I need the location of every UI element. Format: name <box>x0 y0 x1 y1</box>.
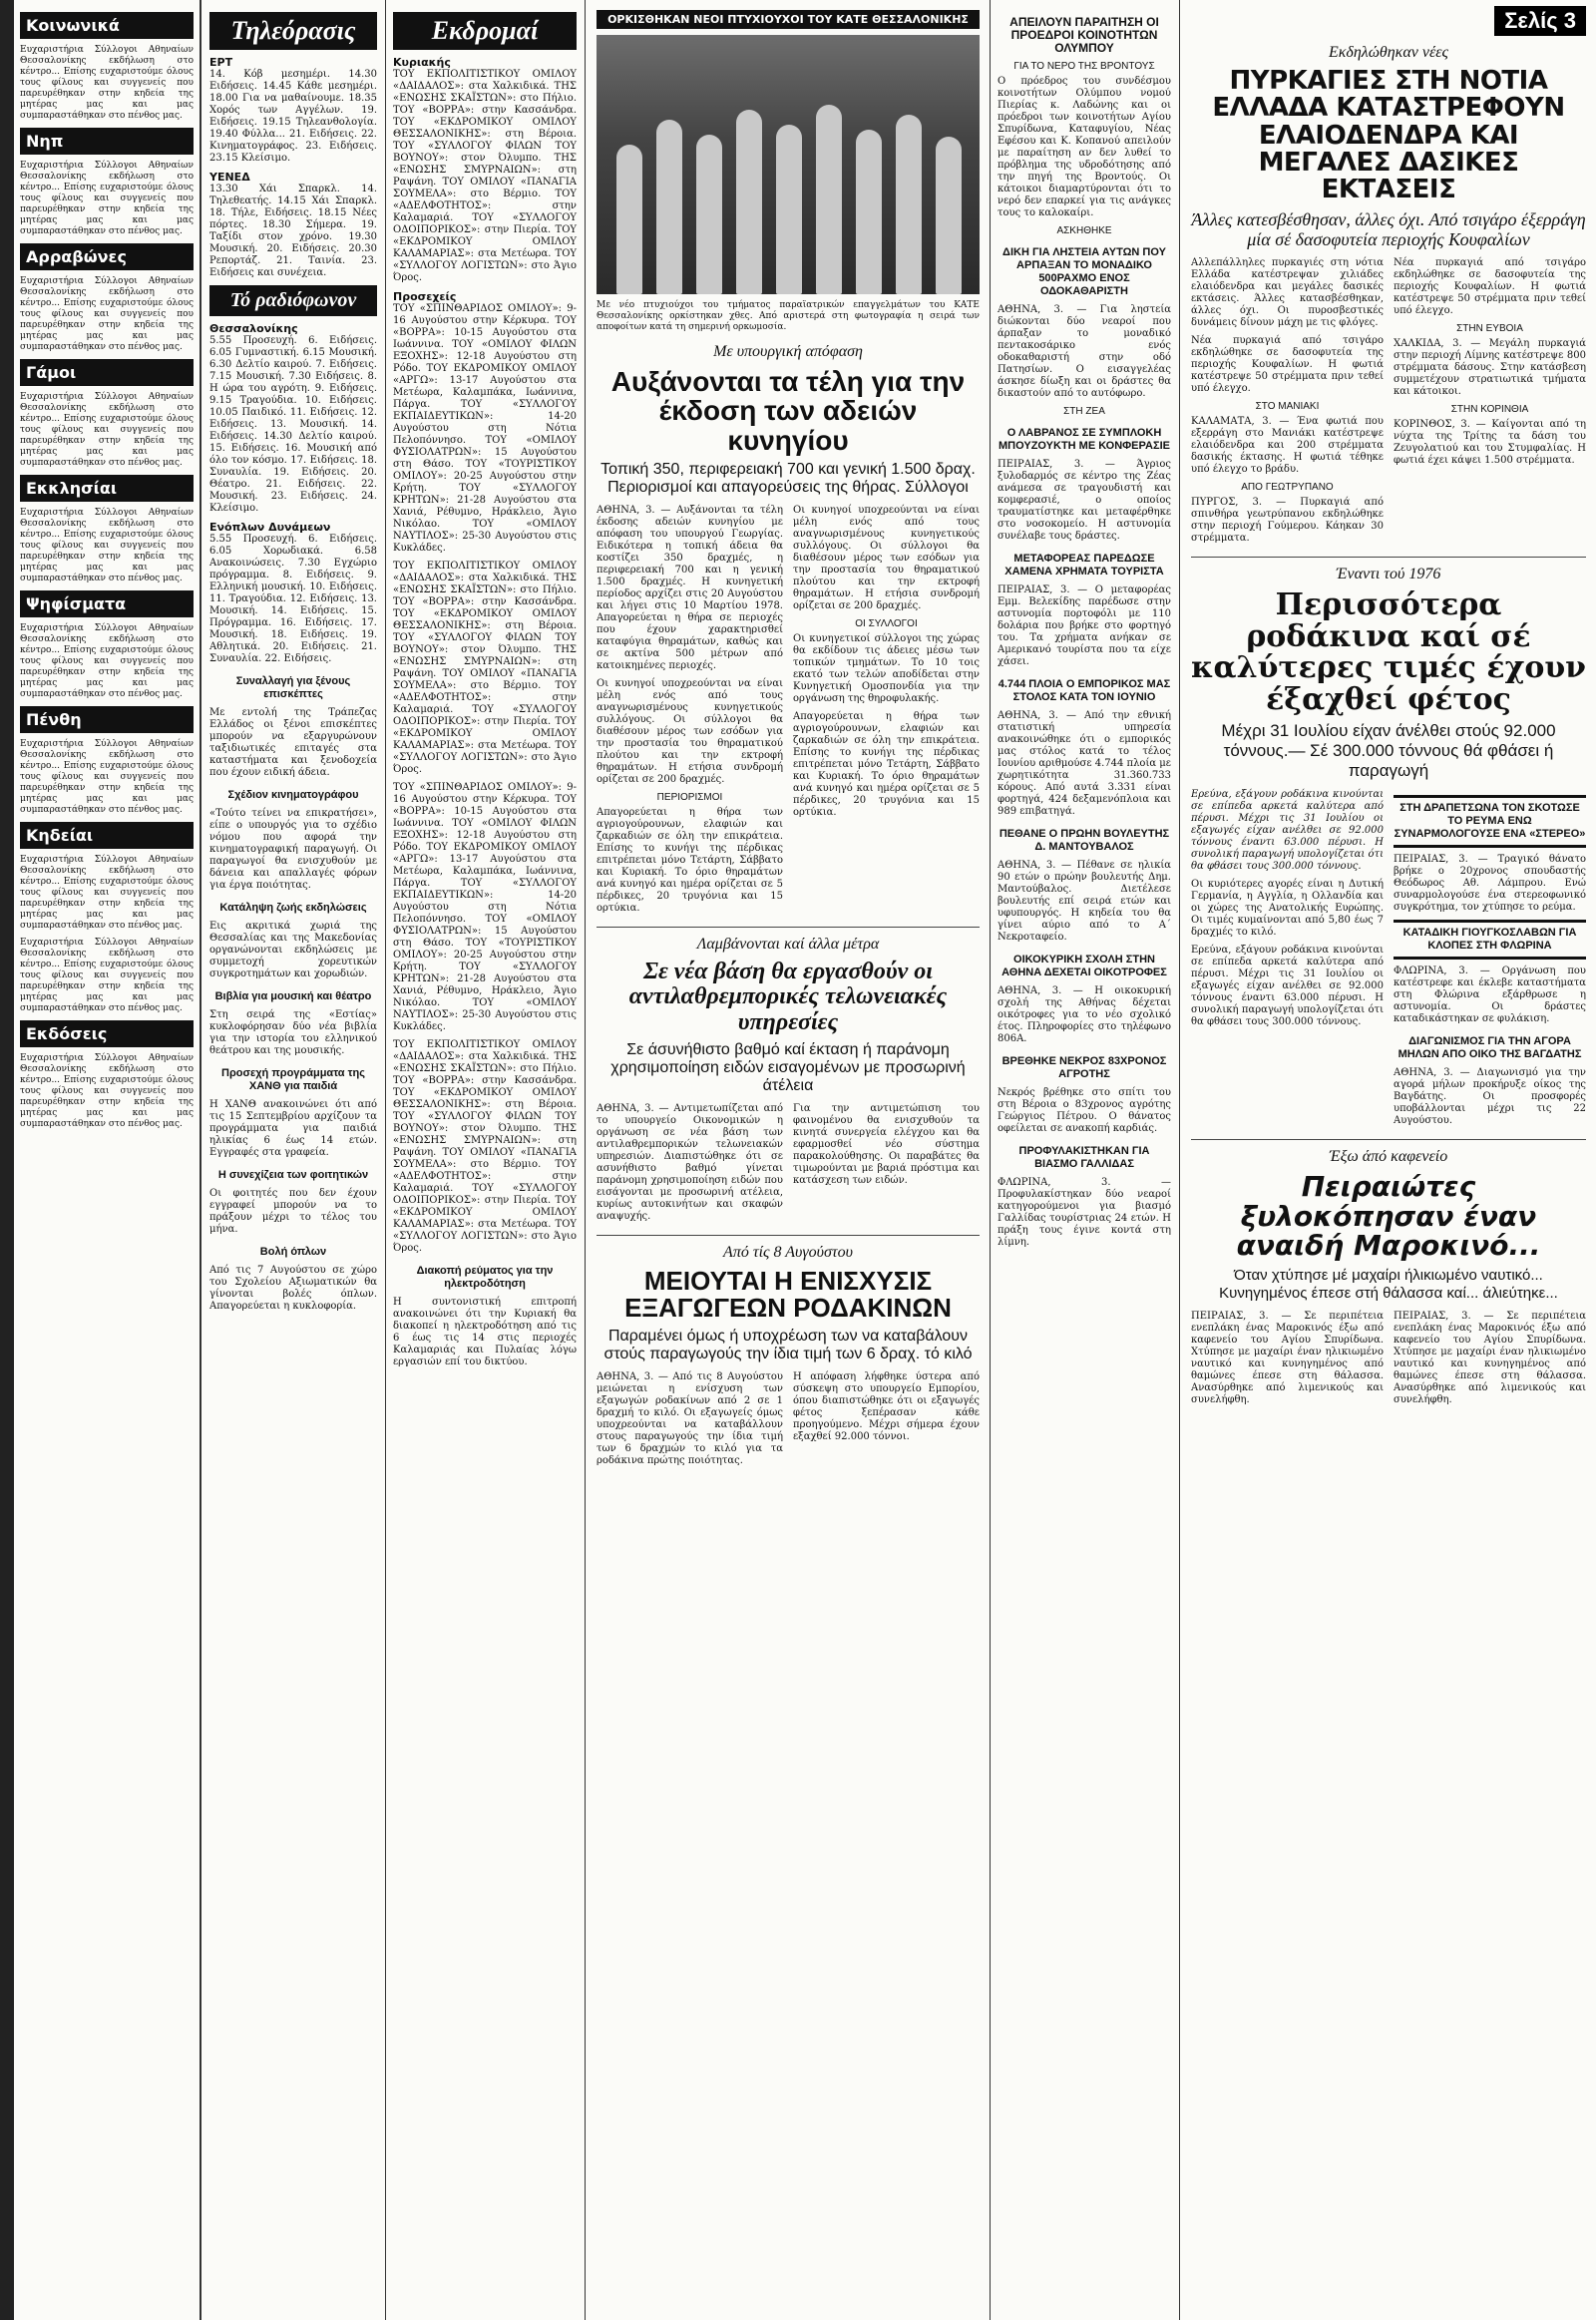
fires-body-1b: Νέα πυρκαγιά από τσιγάρο εκδηλώθηκε σε δασοφυτεία της περιοχής Κουφαλίων. Η φωτιά κατέστρεψε 50 στρέμματα πριν τεθεί υπό έλεγχο. <box>1191 335 1384 395</box>
story-1-sub: ΓΙΑ ΤΟ ΝΕΡΟ ΤΗΣ ΒΡΟΝΤΟΥΣ <box>1013 61 1155 72</box>
hunting-body-1: ΑΘΗΝΑ, 3. — Αυξάνονται τα τέλη έκδοσης αδειών κυνηγίου με απόφαση του υπουργού Γεωργίας. Ειδικότερα η τοπική άδεια θα κοστίζει 350 δραχμές, η περιφερειακή 700 και η γενική 1.500 δραχμές. Η κυνηγετική περίοδος αρχίζει στις 20 Αυγούστου και λήγει στις 10 Μαρτίου 1978. Απαγορεύεται η θήρα σε περιοχές που έχουν χαρακτηρισθεί καταφύγια θηραμάτων, καθώς και σε ακτίνα 500 μέτρων από κατοικημένες περιοχές. <box>597 505 783 672</box>
fires-body-4: ΚΟΡΙΝΘΟΣ, 3. — Καίγονται από τη νύχτα της Τρίτης τα δάση του Ζευγολατιού και του Στυμφαλίας. Η φωτιά έχει κάψει 1.500 στρέμματα. <box>1394 419 1586 467</box>
peach-body-right <box>793 1371 980 1473</box>
center-column <box>589 0 988 2320</box>
customs-headline: Σε νέα βάση θα εργασθούν οι αντιλαθρεμπορικές τελωνειακές υπηρεσίες <box>628 959 948 1035</box>
trips-upcoming-text-2: ΤΟΥ ΕΚΠΟΛΙΤΙΣΤΙΚΟΥ ΟΜΙΛΟΥ «ΔΑΙΔΑΛΟΣ»: στα Χαλκιδικά. ΤΗΣ «ΕΝΩΣΗΣ ΣΚΑΪΣΤΩΝ»: στο Πήλιο. ΤΟΥ «ΒΟΡΡΑ»: στην Κασσάνδρα. ΤΟΥ «ΕΚΔΡΟΜΙΚΟΥ ΟΜΙΛΟΥ ΘΕΣΣΑΛΟΝΙΚΗΣ»: στη Βέροια. ΤΟΥ «ΣΥΛΛΟΓΟΥ ΦΙΛΩΝ ΤΟΥ ΒΟΥΝΟΥ»: στον Όλυμπο. ΤΗΣ «ΕΝΩΣΗΣ ΣΜΥΡΝΑΙΩΝ»: στη Ραψάνη. ΤΟΥ ΟΜΙΛΟΥ «ΠΑΝΑΓΙΑ ΣΟΥΜΕΛΑ»: στο Βέρμιο. ΤΟΥ «ΑΔΕΛΦΟΤΗΤΟΣ»: στην Καλαμαριά. ΤΟΥ «ΣΥΛΛΟΓΟΥ ΟΔΟΙΠΟΡΙΚΟΣ»: στην Πιερία. ΤΟΥ «ΕΚΔΡΟΜΙΚΟΥ ΟΜΙΛΟΥ ΚΑΛΑΜΑΡΙΑΣ»: στα Μετέωρα. ΤΟΥ «ΣΥΛΛΟΓΟΥ ΛΟΓΙΣΤΩΝ»: στο Άγιο Όρος. <box>393 561 577 775</box>
radio-thess-text: 5.55 Προσευχή. 6. Ειδήσεις. 6.05 Γυμναστική. 6.15 Μουσική. 6.30 Δελτίο καιρού. 7. Ειδήσεις. 7.15 Μουσική. 7.30 Ειδήσεις. 8. Η ώρα του αγρότη. 9. Ειδήσεις. 9.15 Τραγούδια. 10. Ειδήσεις. 10.05 Παιδικό. 11. Ειδήσεις. 12. Ειδήσεις. 13. Μουσική. 14. Ειδήσεις. 14.30 Δελτίο καιρού. 15. Ειδήσεις. 16. Μουσική από όλο τον κόσμο. 17. Ειδήσεις. 18. Συναυλία. 19. Ειδήσεις. 20. Θέατρο. 21. Ειδήσεις. 22. Μουσική. 23. Ειδήσεις. 24. Κλείσιμο. <box>209 335 377 514</box>
right-column <box>1181 0 1596 2320</box>
left-text-7: Ευχαριστήρια Σύλλογοι Αθηναίων Θεσσαλονίκης εκδήλωση στο κέντρο... Επίσης ευχαριστούμε όλους τους φίλους και συγγενείς που παρευρέθηκαν στην κηδεία της μητέρας μας και μας συμπαραστάθηκαν στο πένθος μας. <box>20 739 194 815</box>
ert-label: ΕΡΤ <box>209 56 233 69</box>
trips-notice-text: Η συντονιστική επιτροπή ανακοινώνει ότι την Κυριακή θα διακοπεί η ηλεκτροδότηση από τις 6 έως τις 14 στις περιοχές Καλαμαριάς και Πυλαίας λόγω εργασιών επί του δικτύου. <box>393 1297 577 1367</box>
hunting-sub-2: ΟΙ ΣΥΛΛΟΓΟΙ <box>855 618 918 630</box>
photo-figure <box>776 125 802 294</box>
peach-deck: Παραμένει όμως ή υποχρέωση των να καταβάλουν στούς παραγωγούς την ίδια τιμή των 6 δραχ. τό κιλό <box>603 1328 973 1363</box>
page-number-logo: Σελίς 3 <box>1494 6 1586 36</box>
photo-figure <box>736 110 762 294</box>
trips-column <box>387 0 583 2320</box>
column-rule <box>200 0 201 2320</box>
left-text-6: Ευχαριστήρια Σύλλογοι Αθηναίων Θεσσαλονίκης εκδήλωση στο κέντρο... Επίσης ευχαριστούμε όλους τους φίλους και συγγενείς που παρευρέθηκαν στην κηδεία της μητέρας μας και μας συμπαραστάθηκαν στο πένθος μας. <box>20 623 194 699</box>
hunting-sub-1: ΠΕΡΙΟΡΙΣΜΟΙ <box>656 792 723 804</box>
tv-more-4-label: Προσεχή προγράμματα της ΧΑΝΘ για παιδιά <box>221 1067 365 1092</box>
column-rule <box>385 0 386 2320</box>
peaches-body-3: Ερεύνα, εξάγουν ροδάκινα κινούνται σε επίπεδα αρκετά καλύτερα από πέρυσι. Μέχρι τις 31 Ιουλίου οι εξαγωγές είχαν ανέλθει σε 92.000 τόννους έναντι 63.000 πέρυσι. Η συνολική παραγωγή υπολογίζεται ότι θα φθάσει τους 300.000 τόννους. <box>1191 945 1384 1028</box>
peach-body <box>597 1371 980 1473</box>
fires-body-left <box>1191 257 1384 551</box>
left-text-3: Ευχαριστήρια Σύλλογοι Αθηναίων Θεσσαλονίκης εκδήλωση στο κέντρο... Επίσης ευχαριστούμε όλους τους φίλους και συγγενείς που παρευρέθηκαν στην κηδεία της μητέρας μας και μας συμπαραστάθηκαν στο πένθος μας. <box>20 276 194 352</box>
yened-text: 13.30 Χάι Σπαρκλ. 14. Τηλεθεατής. 14.15 Χάι Σπαρκλ. 18. Τήλε, Ειδήσεις. 18.15 Νέες πόρτες. 18.30 Σήμερα. 19. Ταξίδι στον χρόνο. 19.30 Μουσική. 20. Ειδήσεις. 20.30 Ρεπορτάζ. 21. Ταινία. 23. Ειδήσεις και συνέχεια. <box>209 184 377 278</box>
moroccan-deck: Όταν χτύπησε μέ μαχαίρι ήλικιωμένο ναυτικό... Κυνηγημένος έπεσε στή θάλασσα καί... άλιεύτηκε... <box>1219 1266 1558 1302</box>
fires-sub-b: ΣΤΟ ΜΑΝΙΑΚΙ <box>1255 401 1320 413</box>
customs-deck: Σε άσυνήθιστο βαθμό καί έκταση ή παράνομη χρησιμοποίηση ειδών εισαγομένων με προσωρινή άτέλεια <box>610 1040 966 1094</box>
tv-more-0-text: Με εντολή της Τράπεζας Ελλάδος οι ξένοι επισκέπτες μπορούν να εξαργυρώνουν ταξιδιωτικές επιταγές στα καταστήματα και ξενοδοχεία που έχουν ειδική άδεια. <box>209 707 377 778</box>
peaches-deck: Μέχρι 31 Ιουλίου είχαν άνέλθει στούς 92.000 τόννους.— Σέ 300.000 τόννους θά φθάσει ή παραγωγή <box>1221 721 1556 781</box>
radio-thess-label: Θεσσαλονίκης <box>209 322 298 335</box>
label-churches: Εκκλησίαι <box>20 475 194 502</box>
story-3-label: ΣΤΗ ΖΕΑ <box>1063 406 1105 417</box>
peach-body-left <box>597 1371 783 1473</box>
label-social: Κοινωνικά <box>20 12 194 39</box>
hunting-deck: Τοπική 350, περιφερειακή 700 και γενική 1.500 δραχ. Περιορισμοί και απαγορεύσεις της θήρας. Σύλλογοι <box>600 461 976 497</box>
left-edge-column <box>14 0 200 2320</box>
side-2-text: ΦΛΩΡΙΝΑ, 3. — Οργάνωση που κατέστρεφε και έκλεβε καταστήματα στη Φλώρινα εξάρθρωσε η αστυνομία. Οι δράστες καταδικάστηκαν σε φυλάκιση. <box>1394 966 1586 1025</box>
tv-more-3-label: Βιβλία για μουσική και θέατρο <box>214 990 372 1002</box>
hunting-kicker: Με υπουργική απόφαση <box>713 343 863 360</box>
hunting-body-4: Οι κυνηγετικοί σύλλογοι της χώρας θα εκδίδουν τις άδειες μέσω των τοπικών τμημάτων. Το 10 τοις εκατό των τελών αποδίδεται στην Κυνηγετική Ομοσπονδία για την οργάνωση της θηροφυλακής. <box>793 633 980 705</box>
side-3-head: ΔΙΑΓΩΝΙΣΜΟΣ ΓΙΑ ΤΗΝ ΑΓΟΡΑ ΜΗΛΩΝ ΑΠΟ ΟΙΚΟ ΤΗΣ ΒΑΓΔΑΤΗΣ <box>1397 1035 1582 1061</box>
left-text-2: Ευχαριστήρια Σύλλογοι Αθηναίων Θεσσαλονίκης εκδήλωση στο κέντρο... Επίσης ευχαριστούμε όλους τους φίλους και συγγενείς που παρευρέθηκαν στην κηδεία της μητέρας μας και μας συμπαραστάθηκαν στο πένθος μας. <box>20 161 194 236</box>
divider <box>1191 557 1586 558</box>
tv-more-6-label: Βολή όπλων <box>259 1246 327 1258</box>
moroccan-body-2: ΠΕΙΡΑΙΑΣ, 3. — Σε περιπέτεια ενεπλάκη ένας Μαροκινός έξω από καφενείο του Αγίου Σπυρίδωνα. Χτύπησε με μαχαίρι έναν ηλικιωμένο ναυτικό και κυνηγημένος από θαμώνες έπεσε στη θάλασσα. Ανασύρθηκε από λιμενικούς και συνελήφθη. <box>1394 1310 1586 1405</box>
trips-sunday-label: Κυριακής <box>393 56 451 69</box>
photo-figure <box>896 115 922 294</box>
trips-upcoming-text-3: ΤΟΥ «ΣΠΙΝΘΑΡΙΔΟΣ ΟΜΙΛΟΥ»: 9-16 Αυγούστου στην Κέρκυρα. ΤΟΥ «ΒΟΡΡΑ»: 10-15 Αυγούστου στα Ιωάννινα. ΤΟΥ «ΟΜΙΛΟΥ ΦΙΛΩΝ ΕΞΟΧΗΣ»: 12-18 Αυγούστου στη Ρόδο. ΤΟΥ ΕΚΔΡΟΜΙΚΟΥ ΟΜΙΛΟΥ «ΑΡΓΩ»: 13-17 Αυγούστου στα Μετέωρα, Καλαμπάκα, Ιωάννινα, Πάργα. ΤΟΥ «ΣΥΛΛΟΓΟΥ ΕΚΠΑΙΔΕΥΤΙΚΩΝ»: 14-20 Αυγούστου στη Νότια Πελοπόννησο. ΤΟΥ «ΟΜΙΛΟΥ ΦΥΣΙΟΛΑΤΡΩΝ»: 15 Αυγούστου στη Θάσο. ΤΟΥ «ΤΟΥΡΙΣΤΙΚΟΥ ΟΜΙΛΟΥ»: 20-25 Αυγούστου στην Κρήτη. ΤΟΥ «ΣΥΛΛΟΓΟΥ ΚΡΗΤΩΝ»: 21-28 Αυγούστου στα Χανιά, Ρέθυμνο, Ηράκλειο, Άγιο Νικόλαο. ΤΟΥ «ΟΜΙΛΟΥ ΝΑΥΤΙΛΟΣ»: 25-30 Αυγούστου στις Κυκλάδες. <box>393 782 577 1032</box>
label-nip: Νηπ <box>20 128 194 155</box>
label-funerals: Κηδείαι <box>20 822 194 849</box>
tv-more-3-text: Στη σειρά της «Εστίας» κυκλοφόρησαν δύο νέα βιβλία για την ιστορία του ελληνικού θεάτρου και της μουσικής. <box>209 1009 377 1056</box>
divider <box>597 927 980 928</box>
peach-kicker: Από τίς 8 Αυγούστου <box>723 1243 853 1261</box>
customs-body-2: Για την αντιμετώπιση του φαινομένου θα ενισχυθούν τα κινητά συνεργεία ελέγχου και θα εφαρμοσθεί νέο σύστημα παρακολούθησης. Οι παραβάτες θα τιμωρούνται με βαριά πρόστιμα και κατάσχεση των ειδών. <box>793 1102 980 1186</box>
hunting-body-left <box>597 505 783 921</box>
tv-more-5-text: Οι φοιτητές που δεν έχουν εγγραφεί μπορούν να το πράξουν μέχρι το τέλος του μήνα. <box>209 1188 377 1235</box>
story-9-head: ΠΡΟΦΥΛΑΚΙΣΤΗΚΑΝ ΓΙΑ ΒΙΑΣΜΟ ΓΑΛΛΙΔΑΣ <box>1018 1145 1150 1170</box>
side-1-head: ΣΤΗ ΔΡΑΠΕΤΣΩΝΑ ΤΟΝ ΣΚΟΤΩΣΕ ΤΟ ΡΕΥΜΑ ΕΝΩ ΣΥΝΑΡΜΟΛΟΓΟΥΣΕ ΕΝΑ «ΣΤΕΡΕΟ» <box>1394 795 1586 848</box>
fires-body-3: ΚΑΛΑΜΑΤΑ, 3. — Ένα φωτιά που εξερράγη στο Μανιάκι κατέστρεψε ελαιόδενδρα και 200 στρέμματα δασικής έκτασης. Η φωτιά τέθηκε υπό έλεγχο το βράδυ. <box>1191 416 1384 476</box>
column-rule <box>1179 0 1180 2320</box>
tv-more-1-text: «Τούτο τείνει να επικρατήσει», είπε ο υπουργός για το σχέδιο νόμου που αφορά την κινηματογραφική παραγωγή. Οι παραγωγοί θα ενισχυθούν με δάνεια και απαλλαγές φόρων για έργα ποιότητας. <box>209 808 377 891</box>
story-8-head: ΒΡΕΘΗΚΕ ΝΕΚΡΟΣ 83ΧΡΟΝΟΣ ΑΓΡΟΤΗΣ <box>1001 1055 1167 1080</box>
peaches-body <box>1191 789 1586 1133</box>
photo-header: ΟΡΚΙΣΘΗΚΑΝ ΝΕΟΙ ΠΤΥΧΙΟΥΧΟΙ ΤΟΥ ΚΑΤΕ ΘΕΣΣΑΛΟΝΙΚΗΣ <box>597 10 980 29</box>
left-text-4: Ευχαριστήρια Σύλλογοι Αθηναίων Θεσσαλονίκης εκδήλωση στο κέντρο... Επίσης ευχαριστούμε όλους τους φίλους και συγγενείς που παρευρέθηκαν στην κηδεία της μητέρας μας και μας συμπαραστάθηκαν στο πένθος μας. <box>20 392 194 468</box>
label-engagements: Αρραβώνες <box>20 243 194 270</box>
column-rule <box>990 0 991 2320</box>
story-7-text: ΑΘΗΝΑ, 3. — Η οικοκυρική σχολή της Αθήνας δέχεται οικότροφες για το νέο σχολικό έτος. Πληροφορίες στο τηλέφωνο 806Α. <box>998 985 1171 1044</box>
graduates-photo <box>597 35 980 294</box>
trips-upcoming-text: ΤΟΥ «ΣΠΙΝΘΑΡΙΔΟΣ ΟΜΙΛΟΥ»: 9-16 Αυγούστου στην Κέρκυρα. ΤΟΥ «ΒΟΡΡΑ»: 10-15 Αυγούστου στα Ιωάννινα. ΤΟΥ «ΟΜΙΛΟΥ ΦΙΛΩΝ ΕΞΟΧΗΣ»: 12-18 Αυγούστου στη Ρόδο. ΤΟΥ ΕΚΔΡΟΜΙΚΟΥ ΟΜΙΛΟΥ «ΑΡΓΩ»: 13-17 Αυγούστου στα Μετέωρα, Καλαμπάκα, Ιωάννινα, Πάργα. ΤΟΥ «ΣΥΛΛΟΓΟΥ ΕΚΠΑΙΔΕΥΤΙΚΩΝ»: 14-20 Αυγούστου στη Νότια Πελοπόννησο. ΤΟΥ «ΟΜΙΛΟΥ ΦΥΣΙΟΛΑΤΡΩΝ»: 15 Αυγούστου στη Θάσο. ΤΟΥ «ΤΟΥΡΙΣΤΙΚΟΥ ΟΜΙΛΟΥ»: 20-25 Αυγούστου στην Κρήτη. ΤΟΥ «ΣΥΛΛΟΓΟΥ ΚΡΗΤΩΝ»: 21-28 Αυγούστου στα Χανιά, Ρέθυμνο, Ηράκλειο, Άγιο Νικόλαο. ΤΟΥ «ΟΜΙΛΟΥ ΝΑΥΤΙΛΟΣ»: 25-30 Αυγούστου στις Κυκλάδες. <box>393 303 577 554</box>
story-2-text: ΑΘΗΝΑ, 3. — Για ληστεία διώκονται δύο νεαροί που άρπαξαν το μοναδικό πεντακοσάρικο ενός οδοκαθαριστή στην οδό Πατησίων. Ο εισαγγελέας άσκησε δίωξη και οι δράστες θα δικαστούν από το αυτόφωρο. <box>998 304 1171 399</box>
tv-column <box>203 0 383 2320</box>
moroccan-headline: Πειραιώτες ξυλοκόπησαν έναν αναιδή Μαροκινό... <box>1236 1170 1541 1263</box>
story-7-head: ΟΙΚΟΚΥΡΙΚΗ ΣΧΟΛΗ ΣΤΗΝ ΑΘΗΝΑ ΔΕΧΕΤΑΙ ΟΙΚΟΤΡΟΦΕΣ <box>1001 954 1167 978</box>
photo-figure <box>696 135 722 294</box>
tv-more-1-label: Σχέδιον κινηματογράφου <box>227 789 359 801</box>
fires-sub-d: ΑΠΟ ΓΕΩΤΡΥΠΑΝΟ <box>1241 482 1334 494</box>
story-6-head: ΠΕΘΑΝΕ Ο ΠΡΩΗΝ ΒΟΥΛΕΥΤΗΣ Δ. ΜΑΝΤΟΥΒΑΛΟΣ <box>998 828 1170 853</box>
hunting-body-3: Απαγορεύεται η θήρα των αγριογούρουνων, ελαφιών και ζαρκαδιών σε όλη την επικράτεια. Επίσης το κυνήγι της πέρδικας επιτρέπεται μόνο Τετάρτη, Σάββατο και Κυριακή. Το όριο θηραμάτων ανά κυνηγό και ημέρα ορίζεται σε 5 πέρδικες, 20 τρυγόνια και 15 ορτύκια. <box>597 807 783 915</box>
moroccan-kicker: Έξω άπό καφενείο <box>1329 1148 1448 1166</box>
customs-body <box>597 1103 980 1229</box>
peaches-body-2: Οι κυριότερες αγορές είναι η Δυτική Γερμανία, η Αγγλία, η Ολλανδία και οι χώρες της Ανατολικής Ευρώπης. Οι τιμές κυμαίνονται από 5,80 έως 7 δραχμές το κιλό. <box>1191 879 1384 939</box>
hunting-body-right <box>793 505 980 921</box>
tv-more-2-label: Κατάληψη ζωής εκδηλώσεις <box>219 902 367 914</box>
tv-title: Τηλεόρασις <box>230 16 356 45</box>
fires-body-2: ΧΑΛΚΙΔΑ, 3. — Μεγάλη πυρκαγιά στην περιοχή Λίμνης κατέστρεψε 800 στρέμματα δάσους. Στην κατάσβεση συμμετέχουν στρατιωτικά τμήματα και κάτοικοι. <box>1394 338 1586 398</box>
customs-kicker: Λαμβάνονται καί άλλα μέτρα <box>696 936 880 954</box>
photo-figure <box>856 130 882 294</box>
fires-sub-a: ΣΤΗΝ ΕΥΒΟΙΑ <box>1456 323 1523 335</box>
side-3-text: ΑΘΗΝΑ, 3. — Διαγωνισμό για την αγορά μήλων προκήρυξε οίκος της Βαγδάτης. Οι προσφορές υποβάλλονται μέχρι τις 22 Αυγούστου. <box>1394 1067 1586 1127</box>
hunting-body-1b: Οι κυνηγοί υποχρεούνται να είναι μέλη ενός από τους αναγνωρισμένους κυνηγετικούς συλλόγους. Οι σύλλογοι θα διαθέσουν μέρος των εσόδων για την προστασία του θηραματικού πλούτου και την εκτροφή θηραμάτων. Η ετήσια συνδρομή ορίζεται σε 200 δραχμές. <box>793 505 980 612</box>
trips-header <box>393 12 577 50</box>
radio-title: Τό ραδιόφωνον <box>229 289 357 311</box>
binding-edge <box>0 0 14 2320</box>
peaches-body-left <box>1191 789 1384 1133</box>
divider <box>1191 1139 1586 1140</box>
radio-header <box>209 285 377 316</box>
story-4-head: ΜΕΤΑΦΟΡΕΑΣ ΠΑΡΕΔΩΣΕ ΧΑΜΕΝΑ ΧΡΗΜΑΤΑ ΤΟΥΡΙΣΤΑ <box>1004 553 1164 578</box>
tv-header <box>209 12 377 50</box>
tv-more-6-text: Από τις 7 Αυγούστου σε χώρο του Σχολείου Αξιωματικών θα γίνονται βολές όπλων. Απαγορεύεται η κυκλοφορία. <box>209 1265 377 1312</box>
story-2-label: ΑΣΚΗΘΗΚΕ <box>1056 225 1112 236</box>
peaches-kicker: Έναντι τού 1976 <box>1336 566 1441 583</box>
fires-body-1a: Αλλεπάλληλες πυρκαγιές στη νότια Ελλάδα κατέστρεψαν χιλιάδες ελαιόδενδρα και μεγάλες δασικές εκτάσεις. Άλλες κατασβέσθηκαν, άλλες όχι. Οι πυροσβεστικές δυνάμεις δίνουν μάχη με τις φλόγες. <box>1191 257 1384 329</box>
trips-notice-label: Διακοπή ρεύματος για την ηλεκτροδότηση <box>416 1265 554 1290</box>
tv-more-4-text: Η ΧΑΝΘ ανακοινώνει ότι από τις 15 Σεπτεμβρίου αρχίζουν τα προγράμματα για παιδιά ηλικίας 6 έως 14 ετών. Εγγραφές στα γραφεία. <box>209 1099 377 1158</box>
left-text-5: Ευχαριστήρια Σύλλογοι Αθηναίων Θεσσαλονίκης εκδήλωση στο κέντρο... Επίσης ευχαριστούμε όλους τους φίλους και συγγενείς που παρευρέθηκαν στην κηδεία της μητέρας μας και μας συμπαραστάθηκαν στο πένθος μας. <box>20 508 194 583</box>
peaches-sidebar <box>1394 789 1586 1133</box>
trips-title: Εκδρομαί <box>431 16 539 45</box>
customs-body-right <box>793 1103 980 1229</box>
peach-body-2: Η απόφαση λήφθηκε ύστερα από σύσκεψη στο υπουργείο Εμπορίου, όπου διαπιστώθηκε ότι οι εξαγωγές φέτος ξεπέρασαν κάθε προηγούμενο. Μέχρι σήμερα έχουν εξαχθεί 92.000 τόννοι. <box>793 1371 980 1443</box>
fires-body-1b-r: Νέα πυρκαγιά από τσιγάρο εκδηλώθηκε σε δασοφυτεία της περιοχής Κουφαλίων. Η φωτιά κατέστρεψε 50 στρέμματα πριν τεθεί υπό έλεγχο. <box>1394 257 1586 317</box>
photo-figure <box>616 145 642 294</box>
story-1-head: ΑΠΕΙΛΟΥΝ ΠΑΡΑΙΤΗΣΗ ΟΙ ΠΡΟΕΔΡΟΙ ΚΟΙΝΟΤΗΤΩΝ ΟΛΥΜΠΟΥ <box>1009 15 1159 55</box>
hunting-body-2: Οι κυνηγοί υποχρεούνται να είναι μέλη ενός από τους αναγνωρισμένους κυνηγετικούς συλλόγους. Οι σύλλογοι θα διαθέσουν μέρος των εσόδων για την προστασία του θηραματικού πλούτου και την εκτροφή θηραμάτων. Η ετήσια συνδρομή ορίζεται σε 200 δραχμές. <box>597 678 783 786</box>
customs-body-1: ΑΘΗΝΑ, 3. — Αντιμετωπίζεται από το υπουργείο Οικονομικών η οργάνωση σε νέα βάση των αντιλαθρεμπορικών τελωνειακών υπηρεσιών. Διαπιστώθηκε ότι σε ασυνήθιστο βαθμό γίνεται παράνομη χρησιμοποίηση ειδών που εισάγονται με προσωρινή ατέλεια, κυρίως αυτοκινήτων και σκαφών αναψυχής. <box>597 1102 783 1222</box>
side-2-head: ΚΑΤΑΔΙΚΗ ΓΙΟΥΓΚΟΣΛΑΒΩΝ ΓΙΑ ΚΛΟΠΕΣ ΣΤΗ ΦΛΩΡΙΝΑ <box>1394 920 1586 960</box>
left-text-9: Ευχαριστήρια Σύλλογοι Αθηναίων Θεσσαλονίκης εκδήλωση στο κέντρο... Επίσης ευχαριστούμε όλους τους φίλους και συγγενείς που παρευρέθηκαν στην κηδεία της μητέρας μας και μας συμπαραστάθηκαν στο πένθος μας. <box>20 938 194 1013</box>
label-publications: Εκδόσεις <box>20 1020 194 1047</box>
photo-figure <box>816 105 842 294</box>
story-6-text: ΑΘΗΝΑ, 3. — Πέθανε σε ηλικία 90 ετών ο πρώην βουλευτής Δημ. Μαντούβαλος. Διετέλεσε βουλευτής επί σειρά ετών και υφυπουργός. Η κηδεία του θα γίνει αύριο από το Α΄ Νεκροταφείο. <box>998 860 1171 943</box>
story-2-head: ΔΙΚΗ ΓΙΑ ΛΗΣΤΕΙΑ ΑΥΤΩΝ ΠΟΥ ΑΡΠΑΞΑΝ ΤΟ ΜΟΝΑΔΙΚΟ 500ΡΑΧΜΟ ΕΝΟΣ ΟΔΟΚΑΘΑΡΙΣΤΗ <box>1002 246 1166 297</box>
hunting-headline: Αυξάνονται τα τέλη για την έκδοση των αδειών κυνηγίου <box>610 366 966 456</box>
peach-body-1: ΑΘΗΝΑ, 3. — Από τις 8 Αυγούστου μειώνεται η ενίσχυση των εξαγωγών ροδακίνων από 2 σε 1 δραχμή το κιλό. Οι εξαγωγείς όμως υποχρεούνται να καταβάλλουν στους παραγωγούς την ίδια τιμή των 6 δραχμών το κιλό για τα ροδάκινα πρώτης ποιότητας. <box>597 1371 783 1467</box>
radio-armed-text: 5.55 Προσευχή. 6. Ειδήσεις. 6.05 Χορωδιακά. 6.58 Ανακοινώσεις. 7.30 Εγχώριο πρόγραμμα. 8. Ειδήσεις. 9. Ελληνική μουσική. 10. Ειδήσεις. 11. Τραγούδια. 12. Ειδήσεις. 13. Μουσική. 14. Ειδήσεις. 15. Πρόγραμμα. 16. Ειδήσεις. 17. Μουσική. 18. Ειδήσεις. 19. Αθλητικά. 20. Ειδήσεις. 21. Συναυλία. 22. Ειδήσεις. <box>209 534 377 664</box>
hunting-body <box>597 505 980 921</box>
peach-headline: ΜΕΙΟΥΤΑΙ Η ΕΝΙΣΧΥΣΙΣ ΕΞΑΓΩΓΕΩΝ ΡΟΔΑΚΙΝΩΝ <box>624 1265 952 1324</box>
story-9-text: ΦΛΩΡΙΝΑ, 3. — Προφυλακίστηκαν δύο νεαροί κατηγορούμενοι για βιασμό Γαλλίδας τουρίστριας 24 ετών. Η πράξη τους έγινε κοντά στη λίμνη. <box>998 1177 1171 1248</box>
label-resolutions: Ψηφίσματα <box>20 590 194 617</box>
customs-body-left <box>597 1103 783 1229</box>
trips-upcoming-label: Προσεχείς <box>393 290 457 303</box>
story-8-text: Νεκρός βρέθηκε στο σπίτι του στη Βέροια ο 83χρονος αγρότης Γεώργιος Πέτρου. Ο θάνατος οφείλεται σε ανακοπή καρδιάς. <box>998 1087 1171 1134</box>
peaches-headline: Περισσότερα ροδάκινα καί σέ καλύτερες τιμές έχουν έξαχθεί φέτος <box>1191 587 1586 717</box>
side-1-text: ΠΕΙΡΑΙΑΣ, 3. — Τραγικό θάνατο βρήκε ο 20χρονος σπουδαστής Θεόδωρος Αθ. Λάμπρου. Ενώ συναρμολογούσε ένα στερεοφωνικό συγκρότημα, τον χτύπησε το ρεύμα. <box>1394 854 1586 914</box>
story-5-head: 4.744 ΠΛΟΙΑ Ο ΕΜΠΟΡΙΚΟΣ ΜΑΣ ΣΤΟΛΟΣ ΚΑΤΑ ΤΟΝ ΙΟΥΝΙΟ <box>998 678 1171 703</box>
photo-figure <box>656 120 682 294</box>
moroccan-body <box>1191 1311 1586 1412</box>
tv-more-5-label: Η συνεχίζεια των φοιτητικών <box>217 1169 369 1181</box>
story-1-text: Ο πρόεδρος του συνδέσμου κοινοτήτων Ολύμπου νομού Πιερίας κ. Λαδώνης και οι πρόεδροι των κοινοτήτων Αγίου Σπυρίδωνα, Καταφυγίου, Νέας Εφέσου και Κ. Κοπανού απειλούν με παραίτηση αν δεν λυθεί το πρόβλημα της υδροδότησης από την πηγή της Βροντούς. Οι κάτοικοι διαμαρτύρονται ότι το νερό δεν επαρκεί για τις ανάγκες τους το καλοκαίρι. <box>998 76 1171 218</box>
yened-label: ΥΕΝΕΔ <box>209 171 250 184</box>
hunting-body-4b: Απαγορεύεται η θήρα των αγριογούρουνων, ελαφιών και ζαρκαδιών σε όλη την επικράτεια. Επίσης το κυνήγι της πέρδικας επιτρέπεται μόνο Τετάρτη, Σάββατο και Κυριακή. Το όριο θηραμάτων ανά κυνηγό και ημέρα ορίζεται σε 5 πέρδικες, 20 τρυγόνια και 15 ορτύκια. <box>793 711 980 819</box>
radio-armed-label: Ενόπλων Δυνάμεων <box>209 521 331 534</box>
story-4-text: ΠΕΙΡΑΙΑΣ, 3. — Ο μεταφορέας Εμμ. Βελεκίδης παρέδωσε στην αστυνομία πορτοφόλι με 110 δολάρια που βρήκε στο φορτηγό του. Τα χρήματα ανήκαν σε Αμερικανό τουρίστα που τα είχε χάσει. <box>998 584 1171 667</box>
left-text-10: Ευχαριστήρια Σύλλογοι Αθηναίων Θεσσαλονίκης εκδήλωση στο κέντρο... Επίσης ευχαριστούμε όλους τους φίλους και συγγενείς που παρευρέθηκαν στην κηδεία της μητέρας μας και μας συμπαραστάθηκαν στο πένθος μας. <box>20 1053 194 1129</box>
story-3-head: Ο ΛΑΒΡΑΝΟΣ ΣΕ ΣΥΜΠΛΟΚΗ ΜΠΟΥΖΟΥΚΤΗ ΜΕ ΚΟΝΦΕΡΑΣΙΕ <box>998 427 1170 452</box>
peaches-body-1: Ερεύνα, εξάγουν ροδάκινα κινούνται σε επίπεδα αρκετά καλύτερα από πέρυσι. Μέχρι τις 31 Ιουλίου οι εξαγωγές είχαν ανέλθει σε 92.000 τόννους έναντι 63.000 πέρυσι. Η συνολική παραγωγή υπολογίζεται ότι θα φθάσει τους 300.000 τόννους. <box>1191 789 1384 873</box>
label-mourning: Πένθη <box>20 706 194 733</box>
fires-kicker: Εκδηλώθηκαν νέες <box>1328 44 1449 61</box>
fires-sub-c: ΣΤΗΝ ΚΟΡΙΝΘΙΑ <box>1450 404 1529 416</box>
label-weddings: Γάμοι <box>20 359 194 386</box>
fires-body <box>1191 257 1586 551</box>
fires-body-5: ΠΥΡΓΟΣ, 3. — Πυρκαγιά από σπινθήρα γεωτρύπανου εκδηλώθηκε στην περιοχή Γούμερου. Κάηκαν 30 στρέμματα. <box>1191 497 1384 545</box>
left-text-8: Ευχαριστήρια Σύλλογοι Αθηναίων Θεσσαλονίκης εκδήλωση στο κέντρο... Επίσης ευχαριστούμε όλους τους φίλους και συγγενείς που παρευρέθηκαν στην κηδεία της μητέρας μας και μας συμπαραστάθηκαν στο πένθος μας. <box>20 855 194 931</box>
story-5-text: ΑΘΗΝΑ, 3. — Από την εθνική στατιστική υπηρεσία ανακοινώθηκε ότι ο εμπορικός μας στόλος κατά το τέλος Ιουνίου αριθμούσε 4.744 πλοία με χωρητικότητα 31.360.733 κόρους. Από αυτά 3.331 είναι φορτηγά, 424 δεξαμενόπλοια και 989 επιβατηγά. <box>998 710 1171 817</box>
moroccan-body-right <box>1394 1311 1586 1412</box>
photo-figure <box>936 137 962 294</box>
column-rule <box>585 0 586 2320</box>
moroccan-body-left <box>1191 1311 1384 1412</box>
divider <box>597 1235 980 1236</box>
tv-more-2-text: Εις ακριτικά χωριά της Θεσσαλίας και της Μακεδονίας οργανώνονται εκδηλώσεις με συμμετοχή χορευτικών συγκροτημάτων και χορωδιών. <box>209 921 377 979</box>
fires-deck: Άλλες κατεσβέσθησαν, άλλες όχι. Από τσιγάρο έξερράγη μία σέ δασοφυτεία περιοχής Κουφαλίων <box>1191 209 1586 250</box>
photo-caption: Με νέο πτυχιούχοι του τμήματος παραϊατρικών επαγγελμάτων του ΚΑΤΕ Θεσσαλονίκης ορκίστηκαν χθες. Από αριστερά στη φωτογραφία η σειρά των αποφοίτων κατά τη σημερινή ορκωμοσία. <box>597 300 980 332</box>
trips-sunday-text: ΤΟΥ ΕΚΠΟΛΙΤΙΣΤΙΚΟΥ ΟΜΙΛΟΥ «ΔΑΙΔΑΛΟΣ»: στα Χαλκιδικά. ΤΗΣ «ΕΝΩΣΗΣ ΣΚΑΪΣΤΩΝ»: στο Πήλιο. ΤΟΥ «ΒΟΡΡΑ»: στην Κασσάνδρα. ΤΟΥ «ΕΚΔΡΟΜΙΚΟΥ ΟΜΙΛΟΥ ΘΕΣΣΑΛΟΝΙΚΗΣ»: στη Βέροια. ΤΟΥ «ΣΥΛΛΟΓΟΥ ΦΙΛΩΝ ΤΟΥ ΒΟΥΝΟΥ»: στον Όλυμπο. ΤΗΣ «ΕΝΩΣΗΣ ΣΜΥΡΝΑΙΩΝ»: στη Ραψάνη. ΤΟΥ ΟΜΙΛΟΥ «ΠΑΝΑΓΙΑ ΣΟΥΜΕΛΑ»: στο Βέρμιο. ΤΟΥ «ΑΔΕΛΦΟΤΗΤΟΣ»: στην Καλαμαριά. ΤΟΥ «ΣΥΛΛΟΓΟΥ ΟΔΟΙΠΟΡΙΚΟΣ»: στην Πιερία. ΤΟΥ «ΕΚΔΡΟΜΙΚΟΥ ΟΜΙΛΟΥ ΚΑΛΑΜΑΡΙΑΣ»: στα Μετέωρα. ΤΟΥ «ΣΥΛΛΟΓΟΥ ΛΟΓΙΣΤΩΝ»: στο Άγιο Όρος. <box>393 69 577 283</box>
page-number-row <box>1191 6 1586 36</box>
ert-text: 14. Κόβ μεσημέρι. 14.30 Ειδήσεις. 14.45 Κάθε μεσημέρι. 18.00 Για να μαθαίνουμε. 18.35 Χορός των Αγγέλων. 19. Ειδήσεις. 19.15 Τηλεανθολογία. 19.40 Φύλλα... 21. Ειδήσεις. 22. Κινηματογράφος. 23. Ειδήσεις. 23.15 Κλείσιμο. <box>209 69 377 164</box>
fires-body-right <box>1394 257 1586 551</box>
fires-headline: ΠΥΡΚΑΓΙΕΣ ΣΤΗ ΝΟΤΙΑ ΕΛΛΑΔΑ ΚΑΤΑΣΤΡΕΦΟΥΝ ΕΛΑΙΟΔΕΝΔΡΑ ΚΑΙ ΜΕΓΑΛΕΣ ΔΑΣΙΚΕΣ ΕΚΤΑΣΕΙΣ <box>1212 66 1565 205</box>
left-text: Ευχαριστήρια Σύλλογοι Αθηναίων Θεσσαλονίκης εκδήλωση στο κέντρο... Επίσης ευχαριστούμε όλους τους φίλους και συγγενείς που παρευρέθηκαν στην κηδεία της μητέρας μας και μας συμπαραστάθηκαν στο πένθος μας. <box>20 45 194 121</box>
story-3-text: ΠΕΙΡΑΙΑΣ, 3. — Άγριος ξυλοδαρμός σε κέντρο της Ζέας ανάμεσα σε τραγουδιστή και κομφερασιέ, ο οποίος τραυματίστηκε και μεταφέρθηκε στο νοσοκομείο. Η αστυνομία συνέλαβε τους δράστες. <box>998 459 1171 542</box>
tv-more-0-label: Συναλλαγή για ξένους επισκέπτες <box>235 675 351 700</box>
news-column <box>992 0 1177 2320</box>
trips-upcoming-text-4: ΤΟΥ ΕΚΠΟΛΙΤΙΣΤΙΚΟΥ ΟΜΙΛΟΥ «ΔΑΙΔΑΛΟΣ»: στα Χαλκιδικά. ΤΗΣ «ΕΝΩΣΗΣ ΣΚΑΪΣΤΩΝ»: στο Πήλιο. ΤΟΥ «ΒΟΡΡΑ»: στην Κασσάνδρα. ΤΟΥ «ΕΚΔΡΟΜΙΚΟΥ ΟΜΙΛΟΥ ΘΕΣΣΑΛΟΝΙΚΗΣ»: στη Βέροια. ΤΟΥ «ΣΥΛΛΟΓΟΥ ΦΙΛΩΝ ΤΟΥ ΒΟΥΝΟΥ»: στον Όλυμπο. ΤΗΣ «ΕΝΩΣΗΣ ΣΜΥΡΝΑΙΩΝ»: στη Ραψάνη. ΤΟΥ ΟΜΙΛΟΥ «ΠΑΝΑΓΙΑ ΣΟΥΜΕΛΑ»: στο Βέρμιο. ΤΟΥ «ΑΔΕΛΦΟΤΗΤΟΣ»: στην Καλαμαριά. ΤΟΥ «ΣΥΛΛΟΓΟΥ ΟΔΟΙΠΟΡΙΚΟΣ»: στην Πιερία. ΤΟΥ «ΕΚΔΡΟΜΙΚΟΥ ΟΜΙΛΟΥ ΚΑΛΑΜΑΡΙΑΣ»: στα Μετέωρα. ΤΟΥ «ΣΥΛΛΟΓΟΥ ΛΟΓΙΣΤΩΝ»: στο Άγιο Όρος. <box>393 1039 577 1254</box>
moroccan-body-1: ΠΕΙΡΑΙΑΣ, 3. — Σε περιπέτεια ενεπλάκη ένας Μαροκινός έξω από καφενείο του Αγίου Σπυρίδωνα. Χτύπησε με μαχαίρι έναν ηλικιωμένο ναυτικό και κυνηγημένος από θαμώνες έπεσε στη θάλασσα. Ανασύρθηκε από λιμενικούς και συνελήφθη. <box>1191 1310 1384 1405</box>
